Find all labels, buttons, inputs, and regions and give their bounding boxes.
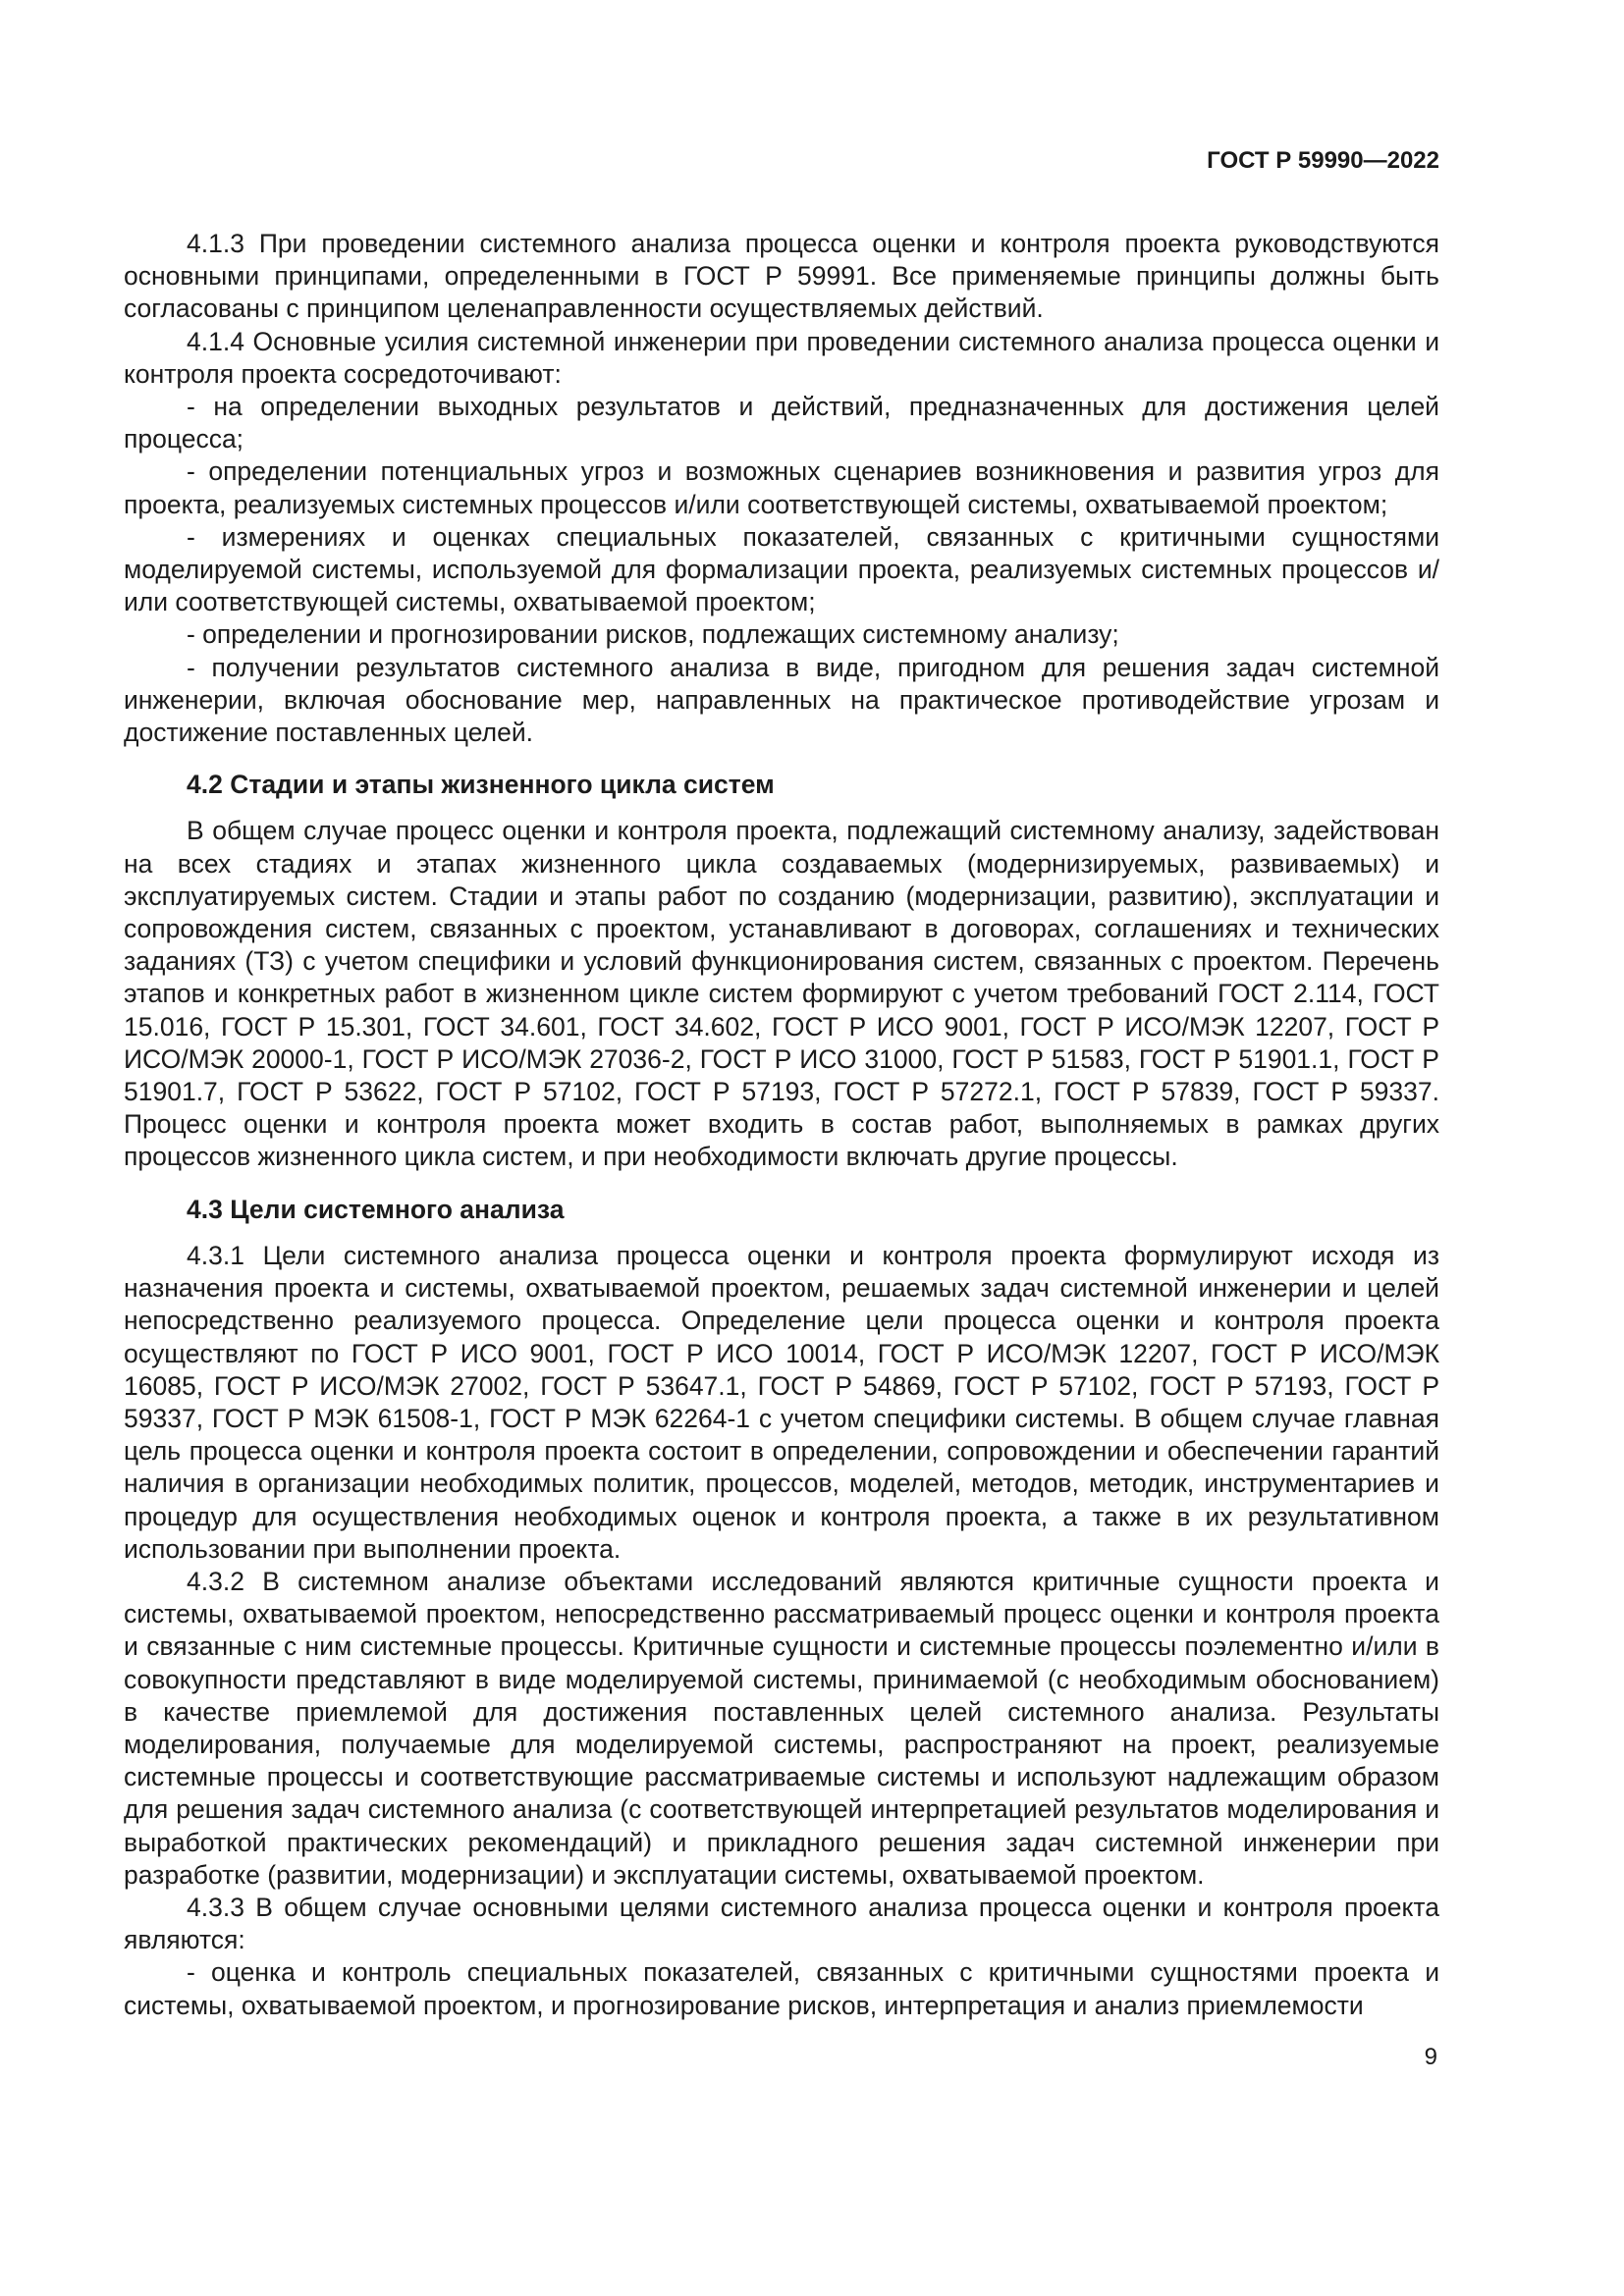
paragraph: - измерениях и оценках специальных показателей, связанных с критичными сущностями моделируемой системы, используемой для формализации проекта, реализуемых системных процессов и/или соответствующей системы, охватываемой проектом; [124, 521, 1439, 617]
paragraph: 4.1.3 При проведении системного анализа процесса оценки и контроля проекта руководствуются основными принципами, определенными в ГОСТ Р 59991. Все применяемые принципы должны быть согласованы с принципом целенаправленности осуществляемых действий. [124, 229, 1439, 324]
paragraph: 4.1.4 Основные усилия системной инженерии при проведении системного анализа процесса оценки и контроля проекта сосредоточивают: [124, 326, 1439, 389]
paragraph: В общем случае процесс оценки и контроля проекта, подлежащий системному анализу, задействован на всех стадиях и этапах жизненного цикла создаваемых (модернизируемых, развиваемых) и эксплуатируемых систем. Стадии и этапы работ по созданию (модернизации, развитию), эксплуатации и сопровождения систем, связанных с проектом, устанавливают в договорах, соглашениях и технических заданиях (ТЗ) с учетом специфики и условий функционирования систем, связанных с проектом. Перечень этапов и конкретных работ в жизненном цикле систем формируют с учетом требований ГОСТ 2.114, ГОСТ 15.016, ГОСТ Р 15.301, ГОСТ 34.601, ГОСТ 34.602, ГОСТ Р ИСО 9001, ГОСТ Р ИСО/МЭК 12207, ГОСТ Р ИСО/МЭК 20000-1, ГОСТ Р ИСО/МЭК 27036-2, ГОСТ Р ИСО 31000, ГОСТ Р 51583, ГОСТ Р 51901.1, ГОСТ Р 51901.7, ГОСТ Р 53622, ГОСТ Р 57102, ГОСТ Р 57193, ГОСТ Р 57272.1, ГОСТ Р 57839, ГОСТ Р 59337. Процесс оценки и контроля проекта может входить в состав работ, выполняемых в рамках других процессов жизненного цикла систем, и при необходимости включать другие процессы. [124, 816, 1439, 1172]
paragraph: - определении потенциальных угроз и возможных сценариев возникновения и развития угроз для проекта, реализуемых системных процессов и/или соответствующей системы, охватываемой проектом; [124, 456, 1439, 519]
section-heading: 4.3 Цели системного анализа [187, 1194, 565, 1224]
document-header-id: ГОСТ Р 59990—2022 [1207, 147, 1439, 174]
paragraph: 4.3.2 В системном анализе объектами исследований являются критичные сущности проекта и системы, охватываемой проектом, непосредственно рассматриваемый процесс оценки и контроля проекта и связанные с ним системные процессы. Критичные сущности и системные процессы поэлементно и/или в совокупности представляют в виде моделируемой системы, принимаемой (с необходимым обоснованием) в качестве приемлемой для достижения поставленных целей системного анализа. Результаты моделирования, получаемые для моделируемой системы, распространяют на проект, реализуемые системные процессы и соответствующие рассматриваемые системы и используют надлежащим образом для решения задач системного анализа (с соответствующей интерпретацией результатов моделирования и выработкой практических рекомендаций) и прикладного решения задач системной инженерии при разработке (развитии, модернизации) и эксплуатации системы, охватываемой проектом. [124, 1566, 1439, 1890]
section-heading: 4.2 Стадии и этапы жизненного цикла систем [187, 770, 775, 800]
page-number: 9 [1424, 2044, 1437, 2070]
paragraph: - на определении выходных результатов и действий, предназначенных для достижения целей процесса; [124, 392, 1439, 454]
document-body [124, 228, 1439, 2022]
paragraph: 4.3.1 Цели системного анализа процесса оценки и контроля проекта формулируют исходя из назначения проекта и системы, охватываемой проектом, решаемых задач системной инженерии и целей непосредственно реализуемого процесса. Определение цели процесса оценки и контроля проекта осуществляют по ГОСТ Р ИСО 9001, ГОСТ Р ИСО 10014, ГОСТ Р ИСО/МЭК 12207, ГОСТ Р ИСО/МЭК 16085, ГОСТ Р ИСО/МЭК 27002, ГОСТ Р 53647.1, ГОСТ Р 54869, ГОСТ Р 57102, ГОСТ Р 57193, ГОСТ Р 59337, ГОСТ Р МЭК 61508-1, ГОСТ Р МЭК 62264-1 с учетом специфики системы. В общем случае главная цель процесса оценки и контроля проекта состоит в определении, сопровождении и обеспечении гарантий наличия в организации необходимых политик, процессов, моделей, методов, методик, инструментариев и процедур для осуществления необходимых оценок и контроля проекта, а также в их результативном использовании при выполнении проекта. [124, 1240, 1439, 1564]
paragraph: 4.3.3 В общем случае основными целями системного анализа процесса оценки и контроля проекта являются: [124, 1892, 1439, 1955]
paragraph: - получении результатов системного анализа в виде, пригодном для решения задач системной инженерии, включая обоснование мер, направленных на практическое противодействие угрозам и достижение поставленных целей. [124, 652, 1439, 748]
paragraph: - оценка и контроль специальных показателей, связанных с критичными сущностями проекта и системы, охватываемой проектом, и прогнозирование рисков, интерпретация и анализ приемлемости [124, 1957, 1439, 2020]
paragraph: - определении и прогнозировании рисков, подлежащих системному анализу; [187, 619, 1119, 650]
